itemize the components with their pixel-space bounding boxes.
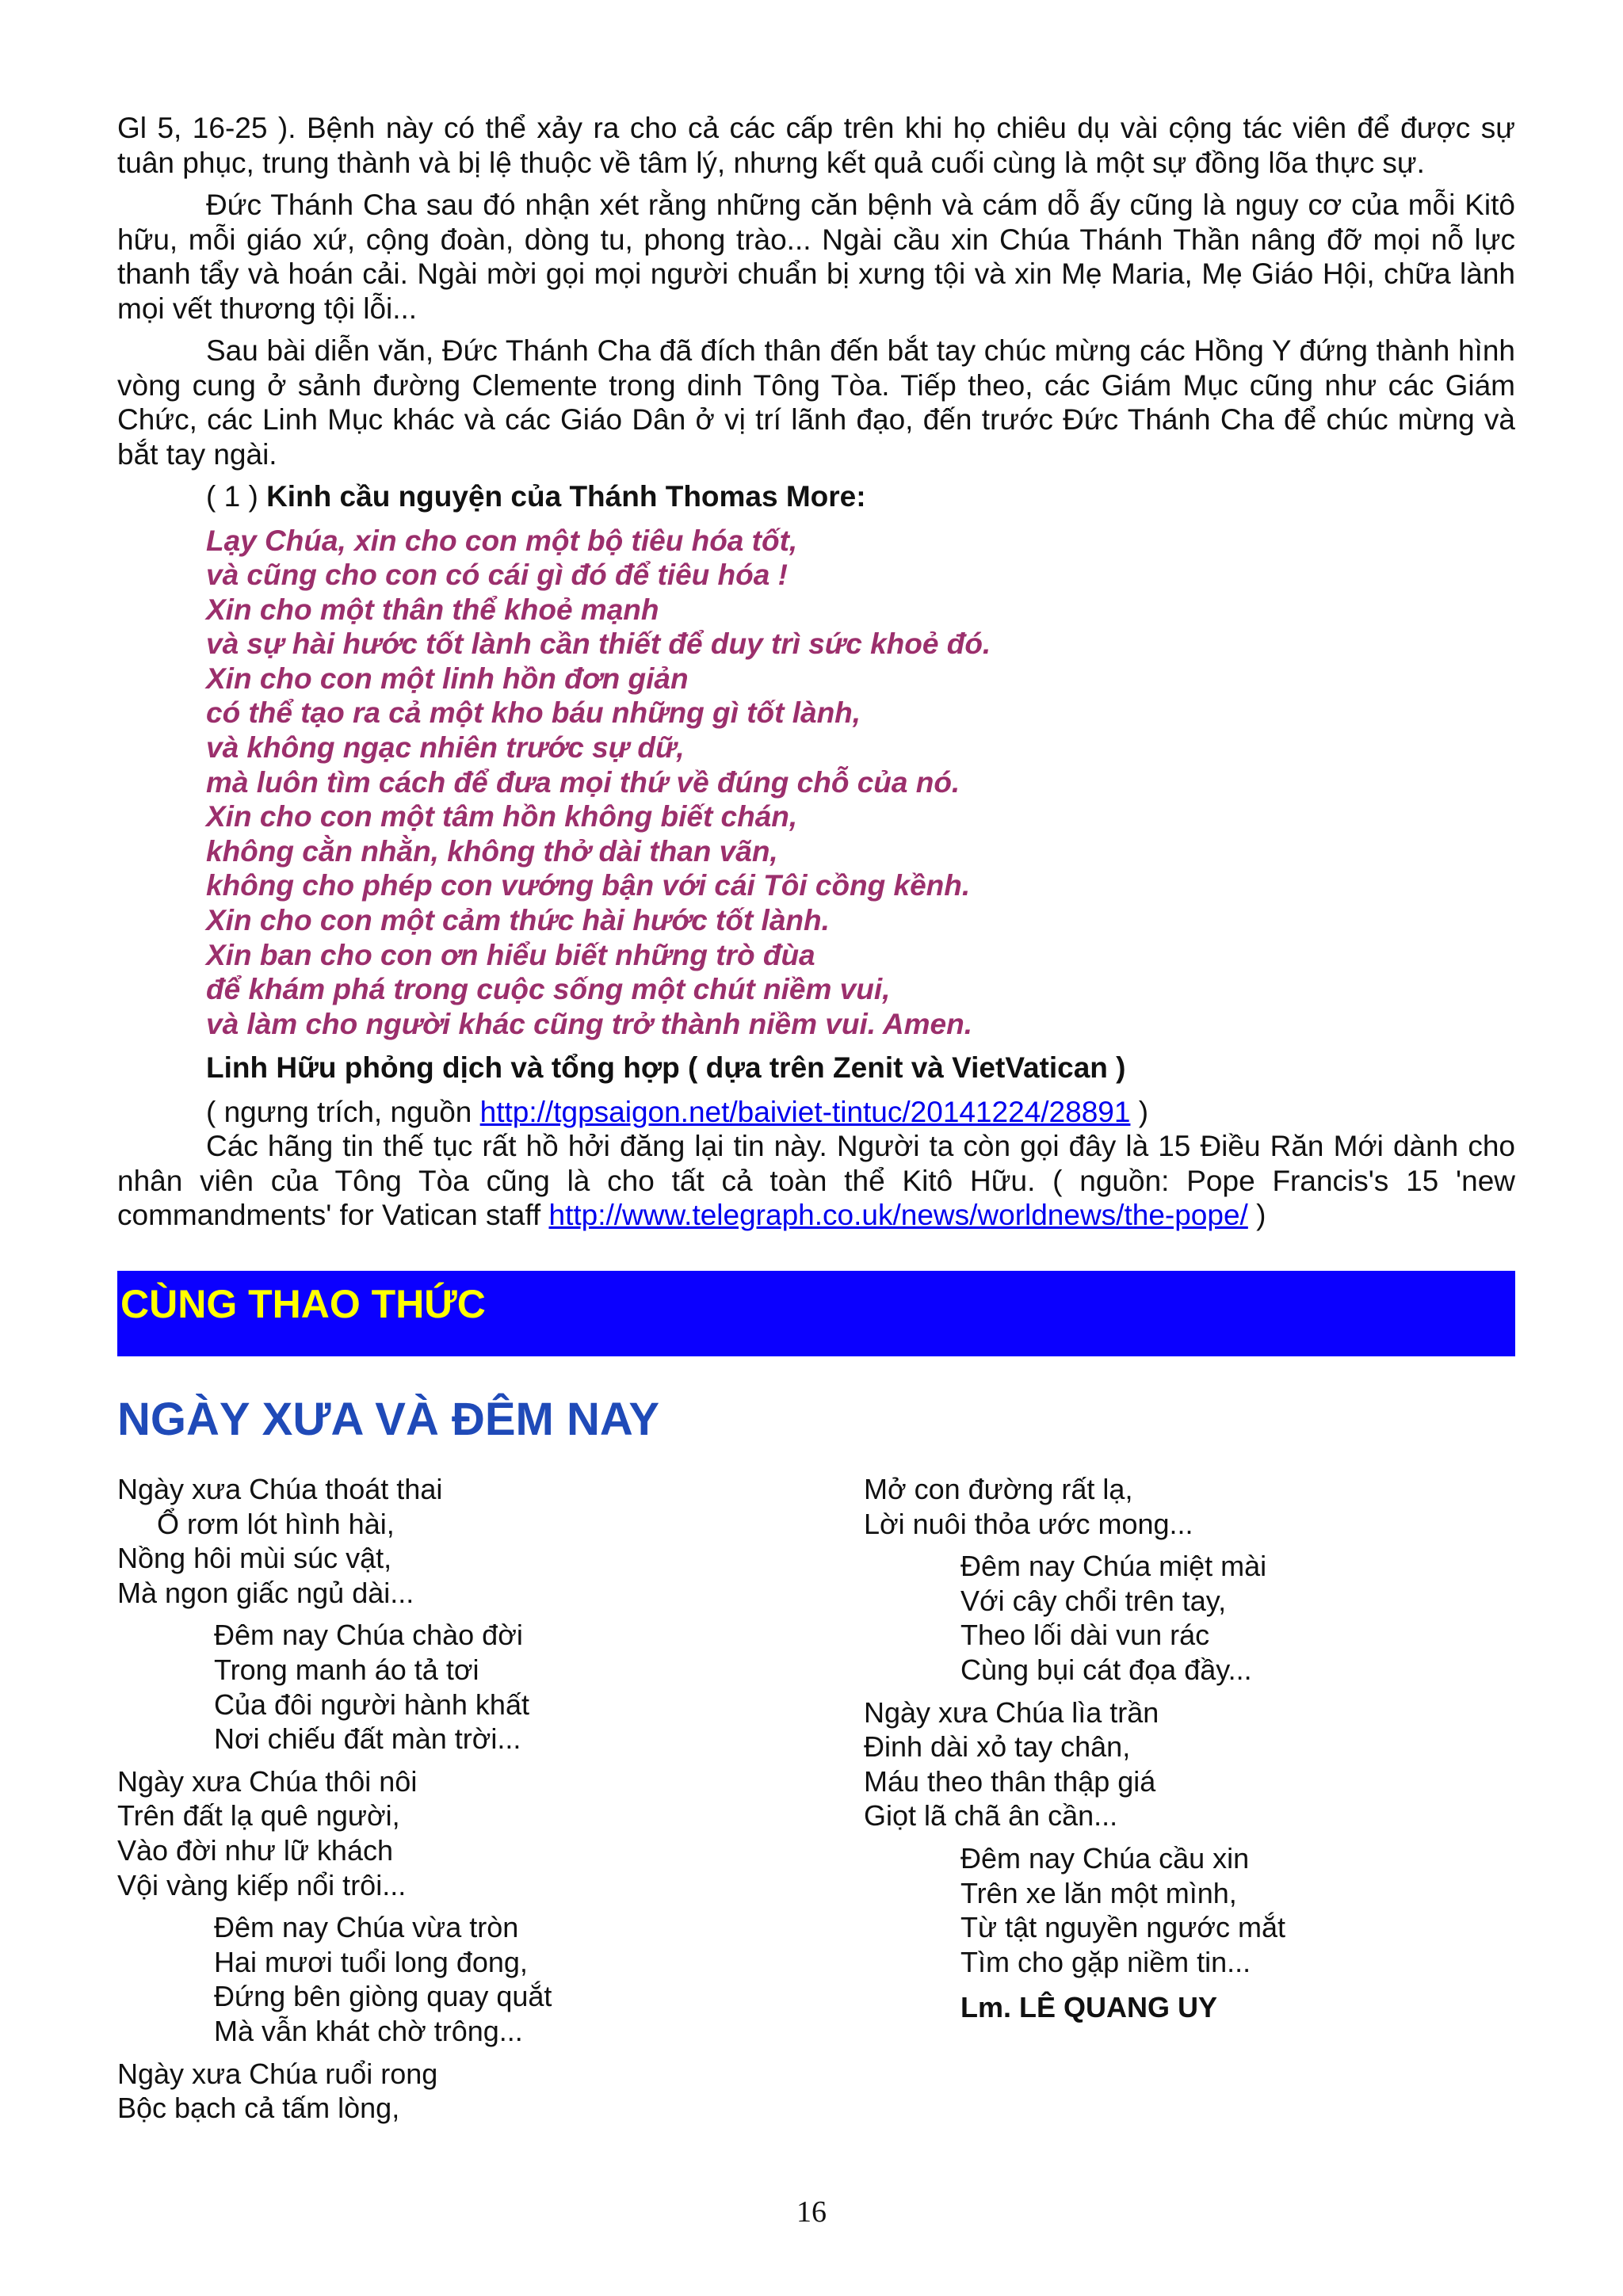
verse-line: Trên xe lăn một mình, (960, 1876, 1237, 1909)
verse-line: Cùng bụi cát đọa đầy... (960, 1653, 1252, 1686)
verse-line: Mà vẫn khát chờ trông... (214, 2014, 523, 2047)
verse-line: Bộc bạch cả tấm lòng, (117, 2092, 400, 2125)
verse-line: Tìm cho gặp niềm tin... (960, 1945, 1251, 1978)
stanza-5 (117, 2057, 751, 2126)
telegraph-link[interactable]: http://www.telegraph.co.uk/news/worldnews/the-pope/ (548, 1199, 1248, 1232)
verse-line: Từ tật nguyền ngước mắt (960, 1911, 1285, 1944)
closing-suffix: ) (1247, 1199, 1266, 1232)
poem-author: Lm. LÊ QUANG UY (960, 1991, 1218, 2024)
footnote-title: Kinh cầu nguyện của Thánh Thomas More: (266, 480, 866, 513)
stanza-6 (864, 1472, 1498, 1541)
prayer-line: không cằn nhằn, không thở dài than vãn, (206, 834, 778, 868)
verse-line: Ngày xưa Chúa ruổi rong (117, 2057, 438, 2090)
verse-line: Ngày xưa Chúa lìa trần (864, 1695, 1159, 1729)
verse-line: Trên đất lạ quê người, (117, 1799, 400, 1833)
prayer-line: để khám phá trong cuộc sống một chút niềm vui, (206, 973, 891, 1006)
verse-line: Vào đời như lữ khách (117, 1833, 393, 1867)
closing-paragraph (117, 1129, 1515, 1233)
prayer-line: và cũng cho con có cái gì đó để tiêu hóa ! (206, 559, 788, 592)
paragraph-2: Đức Thánh Cha sau đó nhận xét rằng những căn bệnh và cám dỗ ấy cũng là nguy cơ của mỗi Kitô hữu, mỗi giáo xứ, cộng đoàn, dòng tu, phong trào... Ngài cầu xin Chúa Thánh Thần nâng đỡ mọi nỗ lực thanh tẩy và hoán cải. Ngài mời gọi mọi người chuẩn bị xưng tội và xin Mẹ Maria, Mẹ Giáo Hội, chữa lành mọi vết thương tội lỗi... (117, 189, 1515, 325)
verse-line: Theo lối dài vun rác (960, 1619, 1210, 1652)
verse-line: Nồng hôi mùi súc vật, (117, 1542, 392, 1575)
article-continuation (117, 111, 1515, 1233)
verse-line: Vội vàng kiếp nổi trôi... (117, 1868, 407, 1901)
prayer-line: có thể tạo ra cả một kho báu những gì tốt lành, (206, 696, 861, 730)
page-number: 16 (796, 2195, 827, 2229)
prayer-line: Xin cho con một linh hồn đơn giản (206, 662, 689, 695)
verse-line: Giọt lã chã ân cần... (864, 1799, 1118, 1833)
verse-line: Lời nuôi thỏa ước mong... (864, 1507, 1193, 1540)
stanza-2 (117, 1618, 751, 1756)
verse-line: Nơi chiếu đất màn trời... (214, 1722, 521, 1756)
verse-line: Ngày xưa Chúa thôi nôi (117, 1764, 418, 1798)
stanza-1 (117, 1472, 751, 1610)
stanza-8 (864, 1695, 1498, 1833)
prayer-line: Xin cho một thân thể khoẻ mạnh (206, 593, 659, 626)
source-prefix: ( ngưng trích, nguồn (206, 1095, 480, 1128)
source-note (206, 1095, 1515, 1130)
verse-line: Mà ngon giấc ngủ dài... (117, 1576, 414, 1609)
prayer-line: và sự hài hước tốt lành cần thiết để duy trì sức khoẻ đó. (206, 627, 991, 661)
source-suffix: ) (1130, 1095, 1149, 1128)
prayer-line: Lạy Chúa, xin cho con một bộ tiêu hóa tốt, (206, 524, 798, 557)
footnote-heading (206, 479, 1515, 514)
prayer-line: Xin cho con một tâm hồn không biết chán, (206, 800, 798, 833)
prayer-line: Xin cho con một cảm thức hài hước tốt lành. (206, 904, 830, 937)
paragraph-1: Gl 5, 16-25 ). Bệnh này có thể xảy ra cho cả các cấp trên khi họ chiêu dụ vài cộng tác viên để được sự tuân phục, trung thành và bị lệ thuộc về tâm lý, nhưng kết quả cuối cùng là một sự đồng lõa thực sự. (117, 112, 1515, 179)
verse-line: Đứng bên giòng quay quắt (214, 1980, 552, 2013)
verse-line: Đêm nay Chúa miệt mài (960, 1550, 1267, 1583)
poem-column-right (864, 1472, 1498, 2025)
source-link[interactable]: http://tgpsaigon.net/baiviet-tintuc/20141224/28891 (479, 1095, 1131, 1128)
stanza-3 (117, 1764, 751, 1902)
paragraph-3: Sau bài diễn văn, Đức Thánh Cha đã đích thân đến bắt tay chúc mừng các Hồng Y đứng thành hình vòng cung ở sảnh đường Clemente trong dinh Tông Tòa. Tiếp theo, các Giám Mục cũng như các Giám Chức, các Linh Mục khác và các Giáo Dân ở vị trí lãnh đạo, đến trước Đức Thánh Cha để chúc mừng và bắt tay ngài. (117, 334, 1515, 471)
verse-line: Đêm nay Chúa vừa tròn (214, 1911, 519, 1944)
translator-credit: Linh Hữu phỏng dịch và tổng hợp ( dựa trên Zenit và VietVatican ) (206, 1051, 1126, 1085)
stanza-4 (117, 1910, 751, 2048)
verse-line: Mở con đường rất lạ, (864, 1473, 1133, 1505)
prayer-line: và làm cho người khác cũng trở thành niềm vui. Amen. (206, 1007, 973, 1040)
verse-line: Máu theo thân thập giá (864, 1764, 1156, 1798)
poem-column-left (117, 1472, 751, 2126)
verse-line: Của đôi người hành khất (214, 1688, 529, 1721)
stanza-7 (864, 1549, 1498, 1687)
verse-line: Ổ rơm lót hình hài, (157, 1507, 395, 1540)
section-banner-text: CÙNG THAO THỨC (120, 1282, 486, 1326)
verse-line: Trong manh áo tả tơi (214, 1653, 479, 1686)
prayer-line: mà luôn tìm cách để đưa mọi thứ về đúng chỗ của nó. (206, 765, 960, 799)
poem-title: NGÀY XƯA VÀ ĐÊM NAY (117, 1394, 660, 1445)
closing-text: Các hãng tin thế tục rất hồ hởi đăng lại tin này. Người ta còn gọi đây là 15 Điều Răn Mới dành cho nhân viên của Tông Tòa cũng là cho tất cả toàn thể Kitô Hữu. ( nguồn: Pope Francis's 15 'new commandments' for Vatican staff (117, 1130, 1515, 1232)
verse-line: Với cây chổi trên tay, (960, 1584, 1227, 1617)
verse-line: Đêm nay Chúa chào đời (214, 1619, 523, 1652)
prayer-line: và không ngạc nhiên trước sự dữ, (206, 731, 685, 765)
verse-line: Ngày xưa Chúa thoát thai (117, 1473, 443, 1505)
prayer-text (206, 524, 1515, 1042)
stanza-9 (864, 1841, 1498, 1979)
prayer-line: Xin ban cho con ơn hiểu biết những trò đùa (206, 938, 815, 971)
prayer-line: không cho phép con vướng bận với cái Tôi cồng kềnh. (206, 869, 971, 902)
footnote-number: ( 1 ) (206, 480, 258, 513)
section-banner (117, 1271, 1515, 1356)
verse-line: Đinh dài xỏ tay chân, (864, 1730, 1131, 1764)
verse-line: Đêm nay Chúa cầu xin (960, 1841, 1250, 1875)
verse-line: Hai mươi tuổi long đong, (214, 1945, 528, 1978)
